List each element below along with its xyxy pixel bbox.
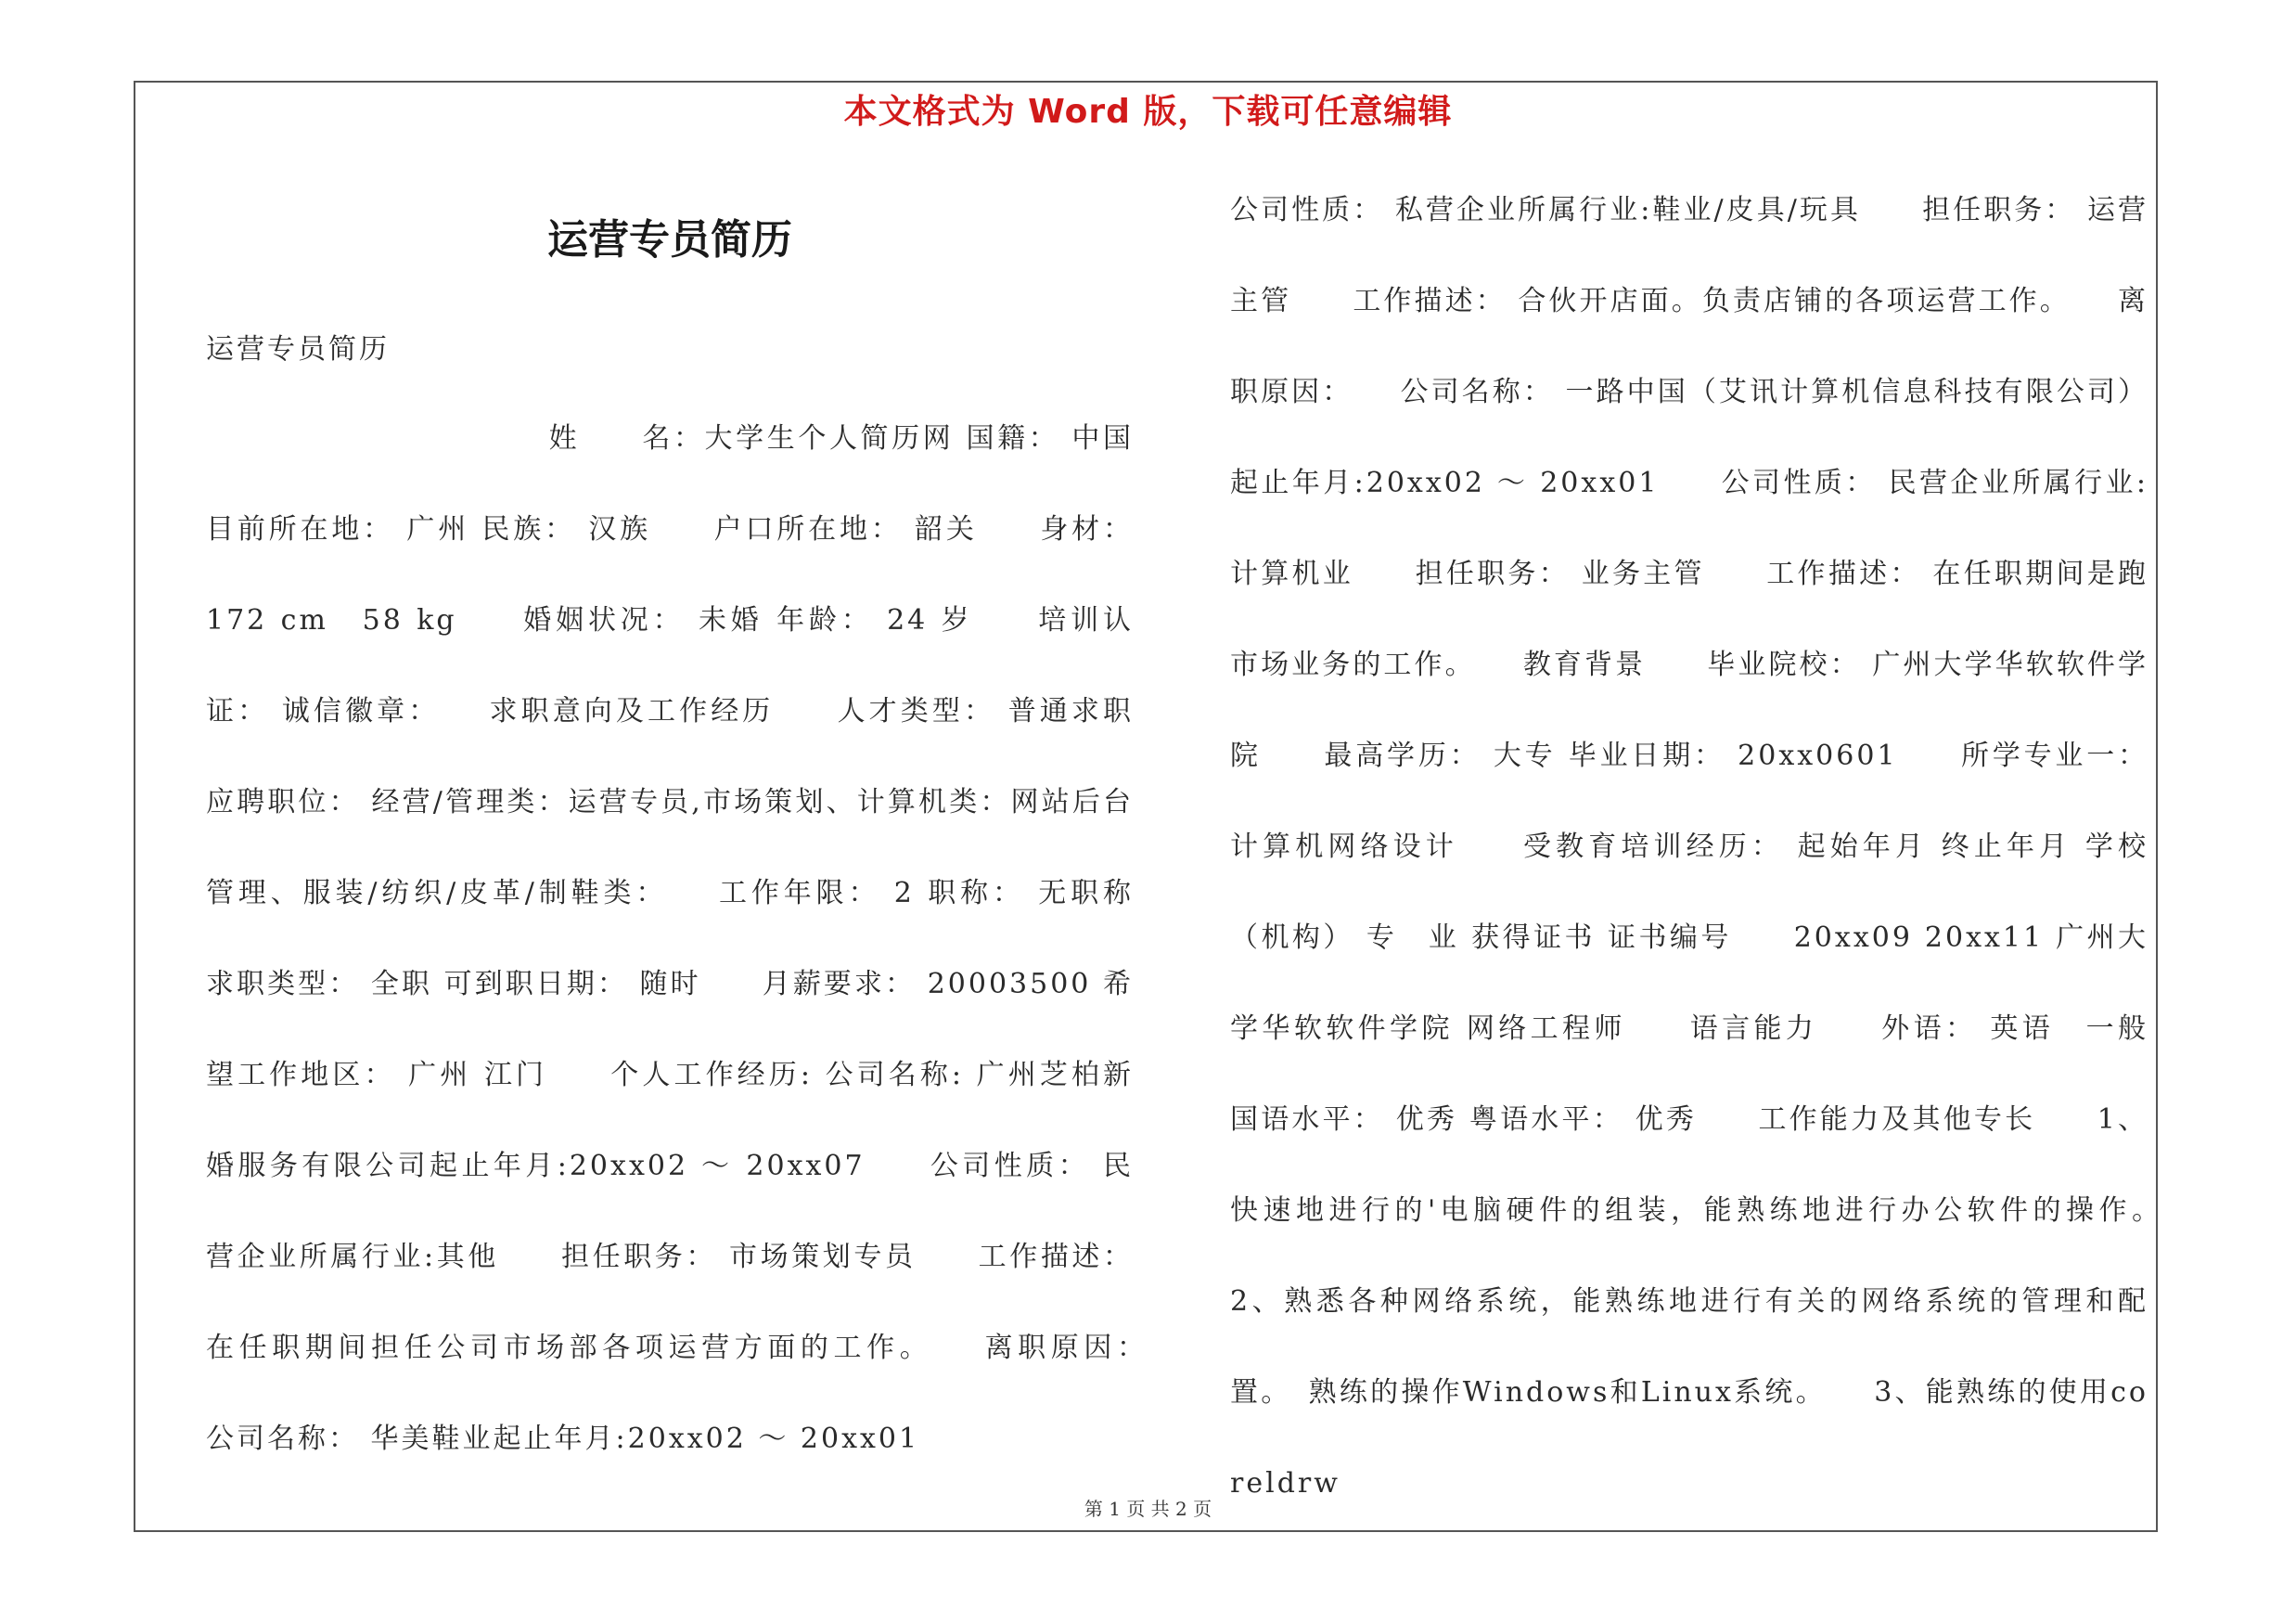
- left-column-text: 姓 名：大学生个人简历网 国籍： 中国 目前所在地： 广州 民族： 汉族 户口所在地： 韶关 身材： 172 cm 58 kg 婚姻状况： 未婚 年龄： 24 岁 培训认证： 诚信徽章： 求职意向及工作经历 人才类型： 普通求职 应聘职位： 经营/管理类：运营专员,市场策划、计算机类：网站后台管理、服装/纺织/皮革/制鞋类： 工作年限： 2 职称： 无职称 求职类型： 全职 可到职日期： 随时 月薪要求： 20003500 希望工作地区： 广州 江门 个人工作经历: 公司名称: 广州芝柏新婚服务有限公司起止年月:20xx02 ～ 20xx07 公司性质： 民营企业所属行业:其他 担任职务： 市场策划专员 工作描述： 在任职期间担任公司市场部各项运营方面的工作。 离职原因： 公司名称： 华美鞋业起止年月:20xx02 ～ 20xx01: [206, 422, 1195, 1455]
- document-title: 运营专员简历: [547, 216, 792, 264]
- document-subtitle: 运营专员简历: [206, 333, 390, 366]
- right-column-text: 公司性质： 私营企业所属行业:鞋业/皮具/玩具 担任职务： 运营主管 工作描述： 合伙开店面。负责店铺的各项运营工作。 离职原因： 公司名称： 一路中国（艾讯计算机信息科技有限公司）起止年月:20xx02 ～ 20xx01 公司性质： 民营企业所属行业:计算机业 担任职务： 业务主管 工作描述： 在任职期间是跑市场业务的工作。 教育背景 毕业院校： 广州大学华软软件学院 最高学历： 大专 毕业日期： 20xx0601 所学专业一： 计算机网络设计 受教育培训经历： 起始年月 终止年月 学校（机构） 专 业 获得证书 证书编号 20xx09 20xx11 广州大学华软软件学院 网络工程师 语言能力 外语： 英语 一般 国语水平： 优秀 粤语水平： 优秀 工作能力及其他专长 1、快速地进行的'电脑硬件的组装，能熟练地进行办公软件的操作。 2、熟悉各种网络系统，能熟练地进行有关的网络系统的管理和配置。 熟练的操作Windows和Linux系统。 3、能熟练的使用coreldrw: [1230, 194, 2179, 1500]
- format-banner: 本文格式为 Word 版，下载可任意编辑: [843, 93, 1453, 131]
- page-number-footer: 第 1 页 共 2 页: [1084, 1498, 1212, 1520]
